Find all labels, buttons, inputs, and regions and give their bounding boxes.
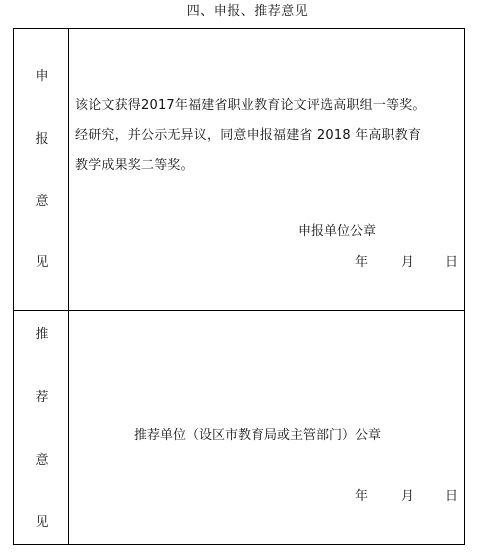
- application-date-month: 月: [401, 255, 415, 270]
- application-date-year: 年: [355, 255, 369, 270]
- column-divider: [68, 29, 69, 544]
- application-label-char-4: 见: [35, 255, 49, 270]
- recommendation-seal-label: 推荐单位（设区市教育局或主管部门）公章: [134, 428, 382, 443]
- application-date-day: 日: [445, 255, 459, 270]
- recommendation-label-char-3: 意: [35, 453, 49, 468]
- recommendation-date-month: 月: [401, 489, 415, 504]
- application-label-char-3: 意: [35, 194, 49, 209]
- recommendation-label-char-1: 推: [35, 327, 49, 342]
- application-label-char-2: 报: [35, 132, 49, 147]
- application-label-char-1: 申: [35, 69, 49, 84]
- recommendation-date-day: 日: [445, 489, 459, 504]
- application-opinion-line-1: 该论文获得2017年福建省职业教育论文评选高职组一等奖。: [75, 98, 426, 113]
- recommendation-date-year: 年: [355, 489, 369, 504]
- row-divider: [14, 310, 464, 311]
- section-title: 四、申报、推荐意见: [186, 4, 309, 19]
- application-opinion-line-3: 教学成果奖二等奖。: [75, 158, 194, 173]
- application-opinion-line-2: 经研究，并公示无异议，同意申报福建省 2018 年高职教育: [75, 128, 422, 143]
- recommendation-label-char-4: 见: [35, 515, 49, 530]
- recommendation-label-char-2: 荐: [35, 390, 49, 405]
- opinion-form-table: [13, 28, 465, 545]
- application-seal-label: 申报单位公章: [298, 224, 377, 239]
